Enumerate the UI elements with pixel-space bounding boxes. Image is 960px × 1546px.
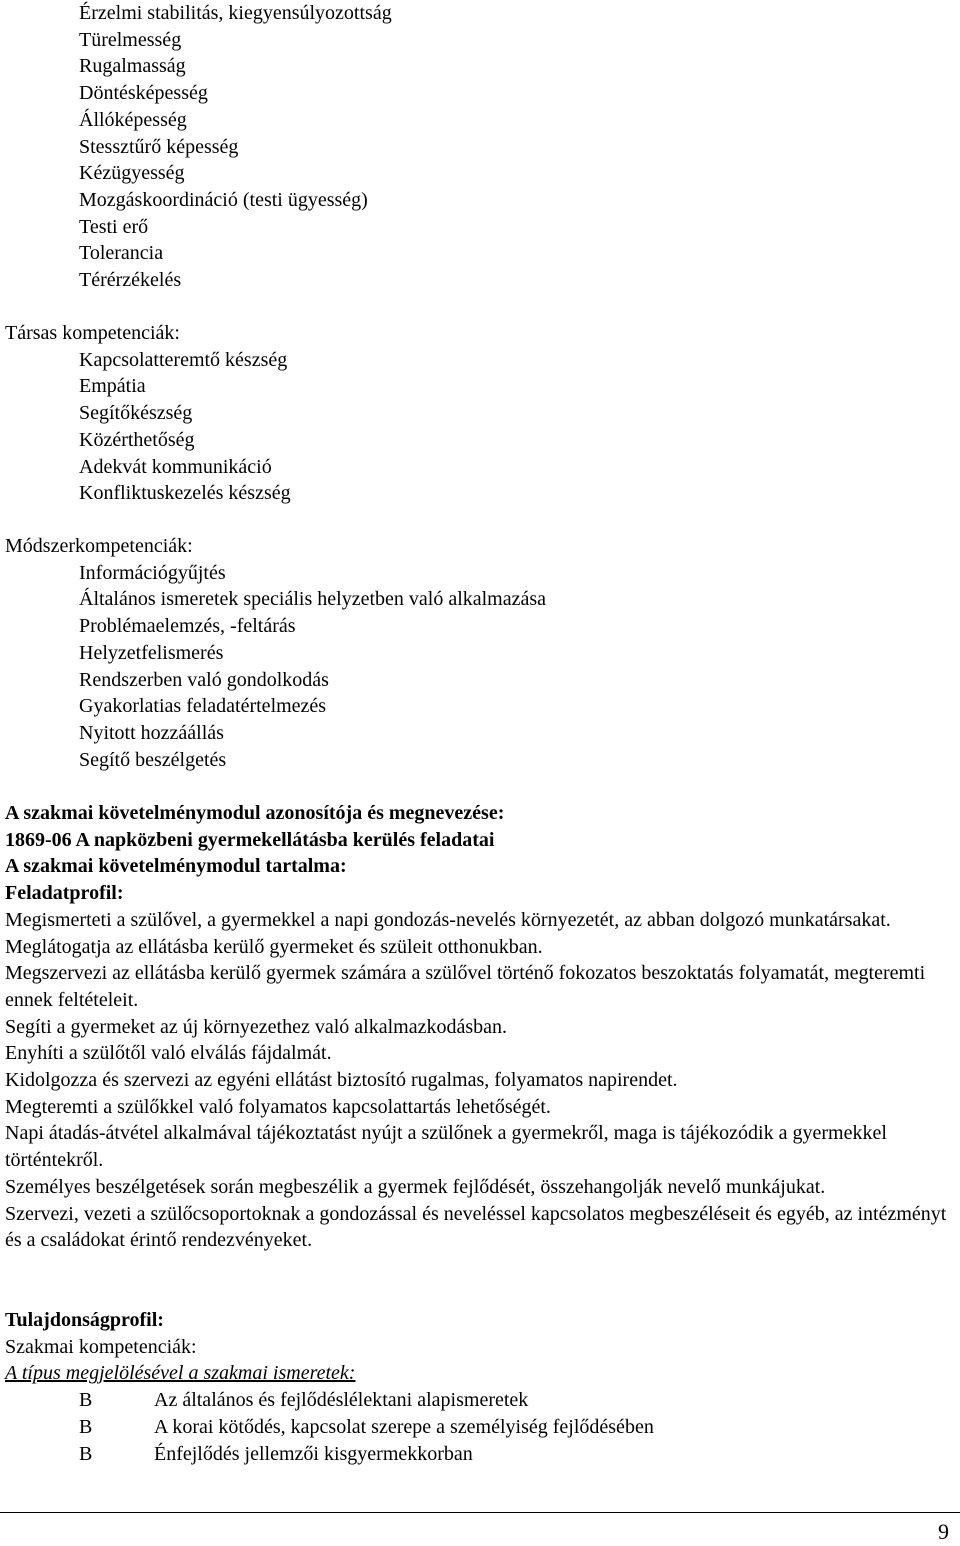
module-content-heading: A szakmai követelménymodul tartalma: — [5, 855, 347, 878]
task-item: Megszervezi az ellátásba kerülő gyermek számára a szülővel történő fokozatos beszoktatás folyamatát, megteremti ennek feltételeit. — [5, 962, 926, 1011]
list-item: Nyitott hozzáállás — [79, 721, 224, 744]
professional-competency-heading: Szakmai kompetenciák: — [5, 1335, 197, 1358]
list-item: Testi erő — [79, 215, 149, 238]
task-item: Megteremti a szülőkkel való folyamatos kapcsolattartás lehetőségét. — [5, 1095, 551, 1118]
task-item: Kidolgozza és szervezi az egyéni ellátást biztosító rugalmas, folyamatos napirendet. — [5, 1069, 678, 1092]
list-item: Problémaelemzés, -feltárás — [79, 615, 296, 638]
property-profile-heading: Tulajdonságprofil: — [5, 1309, 164, 1331]
list-item: Stessztűrő képesség — [79, 135, 239, 158]
list-item: Tolerancia — [79, 242, 164, 265]
list-item: Helyzetfelismerés — [79, 641, 224, 664]
task-item: Segíti a gyermeket az új környezethez való alkalmazkodásban. — [5, 1015, 508, 1038]
knowledge-text: Énfejlődés jellemzői kisgyermekkorban — [154, 1442, 473, 1465]
task-item: Személyes beszélgetések során megbeszélik a gyermek fejlődését, összehangolják nevelő munkájukat. — [5, 1175, 826, 1198]
knowledge-row — [5, 1387, 960, 1414]
list-item: Térérzékelés — [79, 269, 182, 292]
type-label: A típus megjelölésével a szakmai ismeretek: — [5, 1362, 356, 1385]
list-item: Állóképesség — [79, 108, 187, 131]
list-item: Rendszerben való gondolkodás — [79, 668, 329, 691]
list-item: Döntésképesség — [79, 82, 208, 105]
type-code: B — [79, 1415, 93, 1438]
list-item: Segítő beszélgetés — [79, 748, 227, 771]
list-item: Közérthetőség — [79, 428, 195, 451]
social-competency-section — [5, 320, 960, 507]
type-code: B — [79, 1389, 93, 1412]
module-id-heading: A szakmai követelménymodul azonosítója és megnevezése: — [5, 802, 505, 824]
personal-competency-list — [5, 0, 960, 294]
task-item: Megismerteti a szülővel, a gyermekkel a napi gondozás-nevelés környezetét, az abban dolgozó munkatársakat. — [5, 908, 891, 931]
method-competency-section — [5, 533, 960, 773]
list-item: Gyakorlatias feladatértelmezés — [79, 695, 327, 718]
list-item: Rugalmasság — [79, 55, 186, 78]
property-profile-section — [5, 1307, 960, 1467]
task-item: Meglátogatja az ellátásba kerülő gyermeket és szüleit otthonukban. — [5, 935, 543, 958]
list-item: Segítőkészség — [79, 402, 193, 425]
list-item: Türelmesség — [79, 28, 182, 51]
list-item: Konfliktuskezelés készség — [79, 482, 291, 505]
module-id-value: 1869-06 A napközbeni gyermekellátásba kerülés feladatai — [5, 828, 495, 851]
knowledge-row — [5, 1441, 960, 1468]
list-item: Általános ismeretek speciális helyzetben való alkalmazása — [79, 588, 547, 611]
task-item: Szervezi, vezeti a szülőcsoportoknak a gondozással és neveléssel kapcsolatos megbeszéléseit és egyéb, az intézményt és a családokat érintő rendezvényeket. — [5, 1202, 947, 1252]
module-section — [5, 800, 960, 1254]
section-heading: Módszerkompetenciák: — [5, 535, 193, 557]
section-heading: Társas kompetenciák: — [5, 322, 180, 344]
task-item: Napi átadás-átvétel alkalmával tájékoztatást nyújt a szülőnek a gyermekről, maga is tájékozódik a gyermekkel történtekről. — [5, 1122, 887, 1172]
page-number: 9 — [938, 1519, 949, 1544]
footer-divider — [0, 1512, 960, 1513]
list-item: Mozgáskoordináció (testi ügyesség) — [79, 188, 368, 211]
type-code: B — [79, 1442, 93, 1465]
list-item: Adekvát kommunikáció — [79, 455, 272, 478]
list-item: Kapcsolatteremtő készség — [79, 348, 288, 371]
list-item: Érzelmi stabilitás, kiegyensúlyozottság — [79, 2, 392, 24]
list-item: Információgyűjtés — [79, 561, 226, 584]
knowledge-text: Az általános és fejlődéslélektani alapismeretek — [154, 1389, 529, 1412]
list-item: Kézügyesség — [79, 162, 185, 185]
task-profile-heading: Feladatprofil: — [5, 882, 124, 905]
task-item: Enyhíti a szülőtől való elválás fájdalmát. — [5, 1042, 332, 1065]
list-item: Empátia — [79, 375, 146, 398]
knowledge-row — [5, 1414, 960, 1441]
knowledge-text: A korai kötődés, kapcsolat szerepe a személyiség fejlődésében — [154, 1415, 654, 1438]
